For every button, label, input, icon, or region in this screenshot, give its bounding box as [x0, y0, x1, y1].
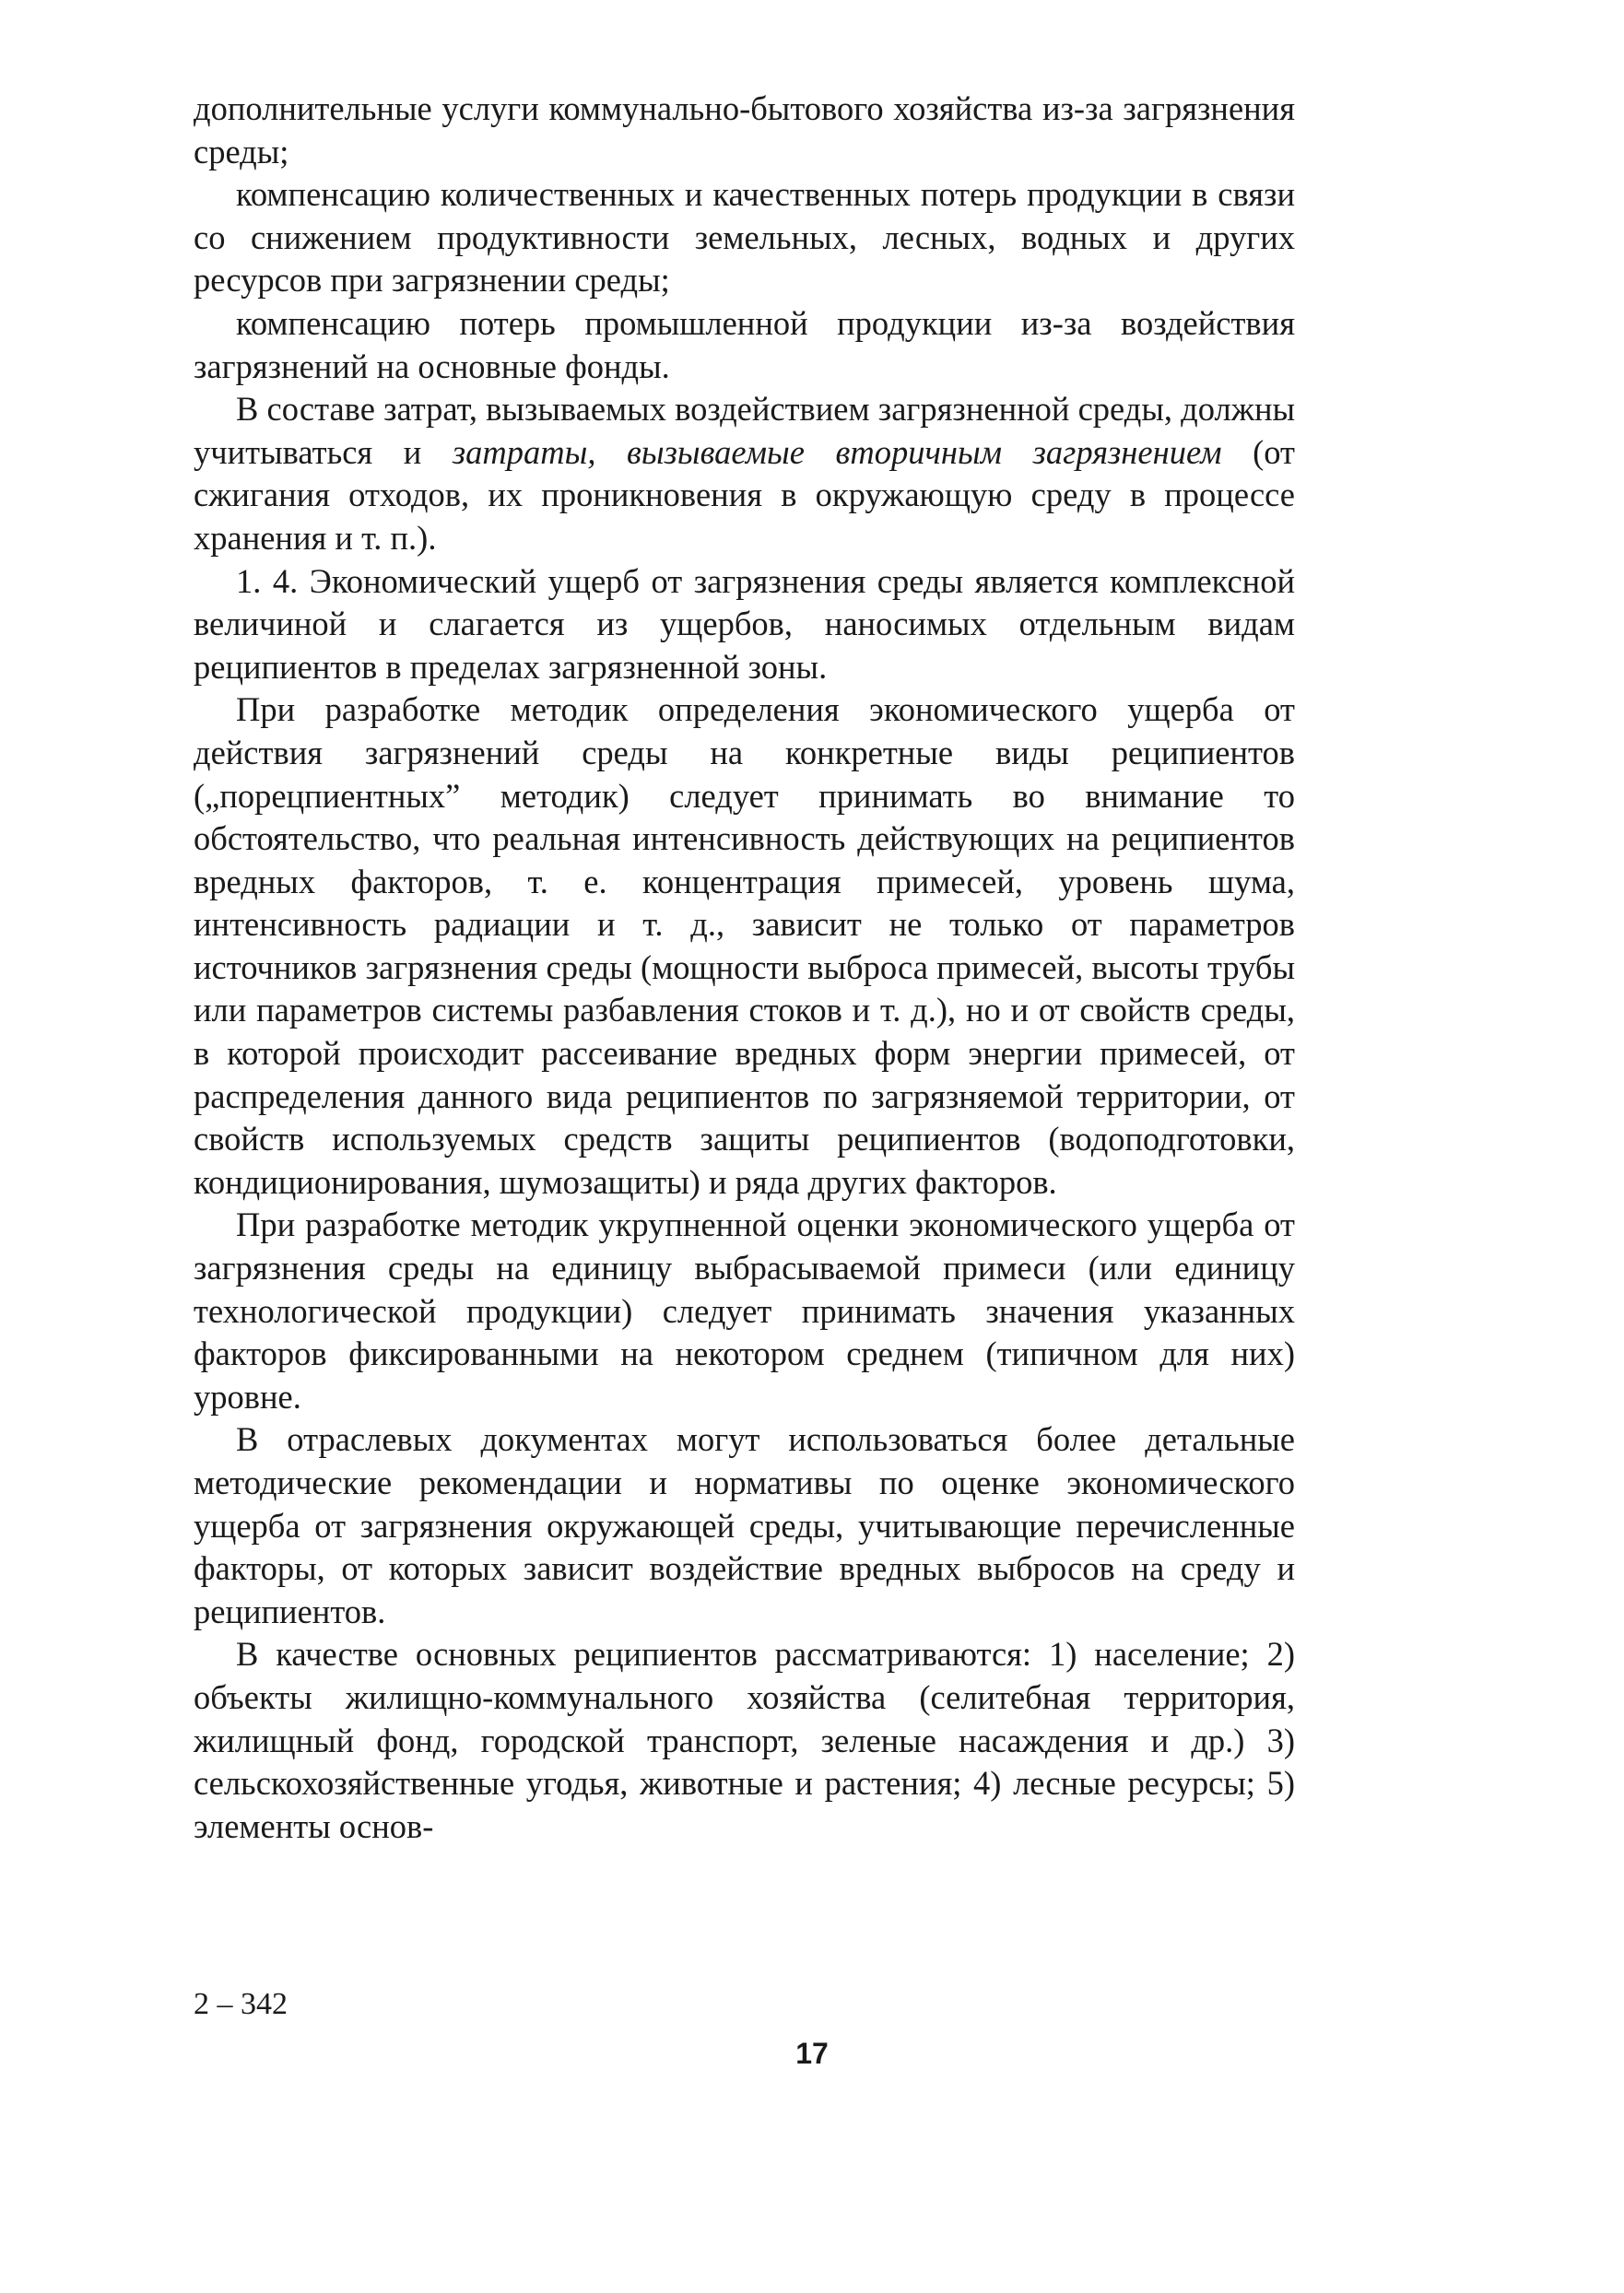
paragraph-4-italic-term: затраты, вызываемые вторичным загрязнением	[452, 432, 1222, 471]
body-text	[194, 88, 1295, 1848]
page-number: 17	[795, 2037, 829, 2070]
paragraph-4-start: В составе затрат, вызываемых воздействием загрязненной среды, должны учитываться и	[194, 390, 1295, 471]
paragraph-2: компенсацию количественных и качественных потерь продукции в связи со снижением продуктивности земельных, лесных, водных и других ресурсов при загрязнении среды;	[194, 175, 1295, 300]
paragraph-4	[194, 388, 1295, 559]
paragraph-7: При разработке методик укрупненной оценки экономического ущерба от загрязнения среды на единицу выбрасываемой примеси (или единицу технологической продукции) следует принимать значения указанных факторов фиксированными на некотором среднем (типичном для них) уровне.	[194, 1205, 1295, 1416]
paragraph-5: 1. 4. Экономический ущерб от загрязнения среды является комплексной величиной и слагается из ущербов, наносимых отдельным видам реципиентов в пределах загрязненной зоны.	[194, 561, 1295, 686]
paragraph-9: В качестве основных реципиентов рассматриваются: 1) население; 2) объекты жилищно-коммунального хозяйства (селитебная территория, жилищный фонд, городской транспорт, зеленые насаждения и др.) 3) сельскохозяйственные угодья, животные и растения; 4) лесные ресурсы; 5) элементы основ-	[194, 1635, 1295, 1845]
paragraph-1: дополнительные услуги коммунально-бытового хозяйства из-за загрязнения среды;	[194, 89, 1295, 171]
paragraph-4-end: (от сжигания отходов, их проникновения в окружающую среду в процессе хранения и т. п.).	[194, 432, 1296, 557]
paragraph-3: компенсацию потерь промышленной продукции из-за воздействия загрязнений на основные фонды.	[194, 303, 1295, 385]
paragraph-6: При разработке методик определения экономического ущерба от действия загрязнений среды на конкретные виды реципиентов („порецпиентных” методик) следует принимать во внимание то обстоятельство, что реальная интенсивность действующих на реципиентов вредных факторов, т. е. концентрация примесей, уровень шума, интенсивность радиации и т. д., зависит не только от параметров источников загрязнения среды (мощности выброса примесей, высоты трубы или параметров системы разбавления стоков и т. д.), но и от свойств среды, в которой происходит рассеивание вредных форм энергии примесей, от распределения данного вида реципиентов по загрязняемой территории, от свойств используемых средств защиты реципиентов (водоподготовки, кондиционирования, шумозащиты) и ряда других факторов.	[194, 690, 1295, 1201]
paragraph-8: В отраслевых документах могут использоваться более детальные методические рекомендации и нормативы по оценке экономического ущерба от загрязнения окружающей среды, учитывающие перечисленные факторы, от которых зависит воздействие вредных выбросов на среду и реципиентов.	[194, 1420, 1295, 1630]
printer-signature-mark: 2 – 342	[194, 1987, 288, 2021]
